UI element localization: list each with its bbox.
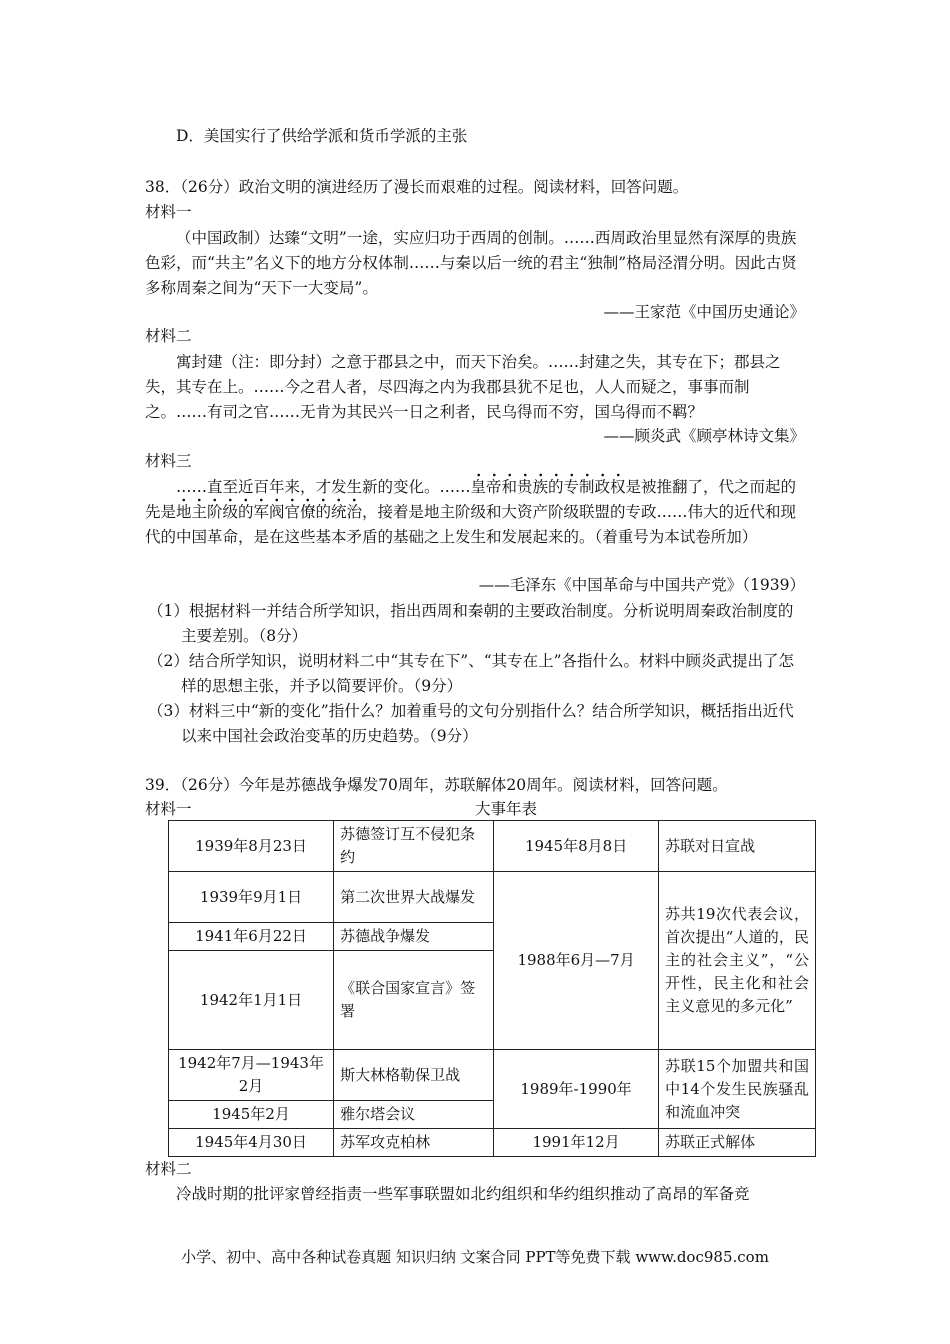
table-cell-event: 苏联对日宣战	[659, 821, 816, 872]
table-cell-date: 1939年9月1日	[169, 872, 334, 923]
table-cell-event: 苏德签订互不侵犯条约	[334, 821, 494, 872]
table-cell-event: 苏联15个加盟共和国中14个发生民族骚乱和流血冲突	[659, 1050, 816, 1129]
q38-material1-source: ——王家范《中国历史通论》	[603, 303, 805, 321]
material3-part-c: ，接着是地主阶级和大资产阶级联盟的专政……伟大的近代和现代的中国革命，是在这些基本矛盾的基础之上发生和发展起来的。（着重号为本试卷所加）	[145, 503, 797, 546]
table-cell-event: 斯大林格勒保卫战	[334, 1050, 494, 1101]
table-cell-date: 1991年12月	[494, 1129, 659, 1157]
table-cell-event: 苏军攻克柏林	[334, 1129, 494, 1157]
emphasized-phrase-1: 皇帝和贵族的专制政权	[471, 472, 626, 496]
q38-material3-text	[145, 475, 805, 550]
q38-material3-label: 材料三	[145, 452, 192, 470]
table-cell-date: 1942年7月—1943年2月	[169, 1050, 334, 1101]
table-cell-date: 1988年6月—7月	[494, 872, 659, 1050]
table-row	[169, 872, 816, 923]
q38-subquestion-3: （3）材料三中“新的变化”指什么？加着重号的文句分别指什么？结合所学知识，概括指出近代以来中国社会政治变革的历史趋势。（9分）	[148, 702, 794, 745]
emphasized-phrase-2: 地主阶级的军阀官僚的统治	[176, 497, 362, 521]
table-cell-date: 1945年2月	[169, 1101, 334, 1129]
q38-material2-label: 材料二	[145, 327, 192, 345]
table-cell-date: 1945年8月8日	[494, 821, 659, 872]
table-cell-date: 1989年-1990年	[494, 1050, 659, 1129]
table-cell-event: 《联合国家宣言》签署	[334, 951, 494, 1050]
table-row	[169, 1050, 816, 1101]
page-footer: 小学、初中、高中各种试卷真题 知识归纳 文案合同 PPT等免费下载 www.doc985.com	[181, 1248, 769, 1266]
material3-part-b: 是被推翻了，代之而起的先是	[145, 478, 797, 521]
table-cell-date: 1939年8月23日	[169, 821, 334, 872]
q38-subquestion-2: （2）结合所学知识，说明材料二中“其专在下”、“其专在上”各指什么。材料中顾炎武提出了怎样的思想主张，并予以简要评价。（9分）	[148, 652, 795, 695]
q39-material2-text: 冷战时期的批评家曾经指责一些军事联盟如北约组织和华约组织推动了高昂的军备竞	[176, 1185, 750, 1203]
table-cell-event: 第二次世界大战爆发	[334, 872, 494, 923]
table-cell-date: 1942年1月1日	[169, 951, 334, 1050]
q39-material2-label: 材料二	[145, 1160, 192, 1178]
q38-subquestion-1: （1）根据材料一并结合所学知识，指出西周和秦朝的主要政治制度。分析说明周秦政治制度的主要差别。（8分）	[148, 602, 794, 645]
table-cell-event: 苏共19次代表会议，首次提出“人道的，民主的社会主义”，“公开性，民主化和社会主义意见的多元化”	[659, 872, 816, 1050]
timeline-table	[168, 820, 816, 1157]
table-row	[169, 1129, 816, 1157]
table-row	[169, 821, 816, 872]
q38-material1-label: 材料一	[145, 203, 192, 221]
table-cell-event: 苏德战争爆发	[334, 923, 494, 951]
option-d: D．美国实行了供给学派和货币学派的主张	[176, 127, 468, 145]
q38-material2-text: 寓封建（注：即分封）之意于郡县之中，而天下治矣。……封建之失，其专在下；郡县之失，其专在上。……今之君人者，尽四海之内为我郡县犹不足也，人人而疑之，事事而制之。……有司之官……无肯为其民兴一日之利者，民乌得而不穷，国乌得而不羁？	[145, 353, 781, 421]
table-cell-event: 苏联正式解体	[659, 1129, 816, 1157]
q38-material3-source: ——毛泽东《中国革命与中国共产党》（1939）	[478, 576, 805, 594]
table-cell-event: 雅尔塔会议	[334, 1101, 494, 1129]
q38-material2-source: ——顾炎武《顾亭林诗文集》	[603, 427, 805, 445]
material3-part-a: ……直至近百年来，才发生新的变化。……	[176, 478, 471, 496]
table-cell-date: 1941年6月22日	[169, 923, 334, 951]
q38-material1-text: （中国政制）达臻“文明”一途，实应归功于西周的创制。……西周政治里显然有深厚的贵族色彩，而“共主”名义下的地方分权体制……与秦以后一统的君主“独制”格局泾渭分明。因此古贤多称周秦之间为“天下一大变局”。	[145, 229, 797, 297]
q39-intro: 39．（26分）今年是苏德战争爆发70周年，苏联解体20周年。阅读材料，回答问题。	[145, 776, 728, 794]
table-cell-date: 1945年4月30日	[169, 1129, 334, 1157]
timeline-table-title: 大事年表	[475, 800, 538, 818]
q39-material1-label: 材料一	[145, 800, 192, 818]
q38-intro: 38．（26分）政治文明的演进经历了漫长而艰难的过程。阅读材料，回答问题。	[145, 178, 689, 196]
